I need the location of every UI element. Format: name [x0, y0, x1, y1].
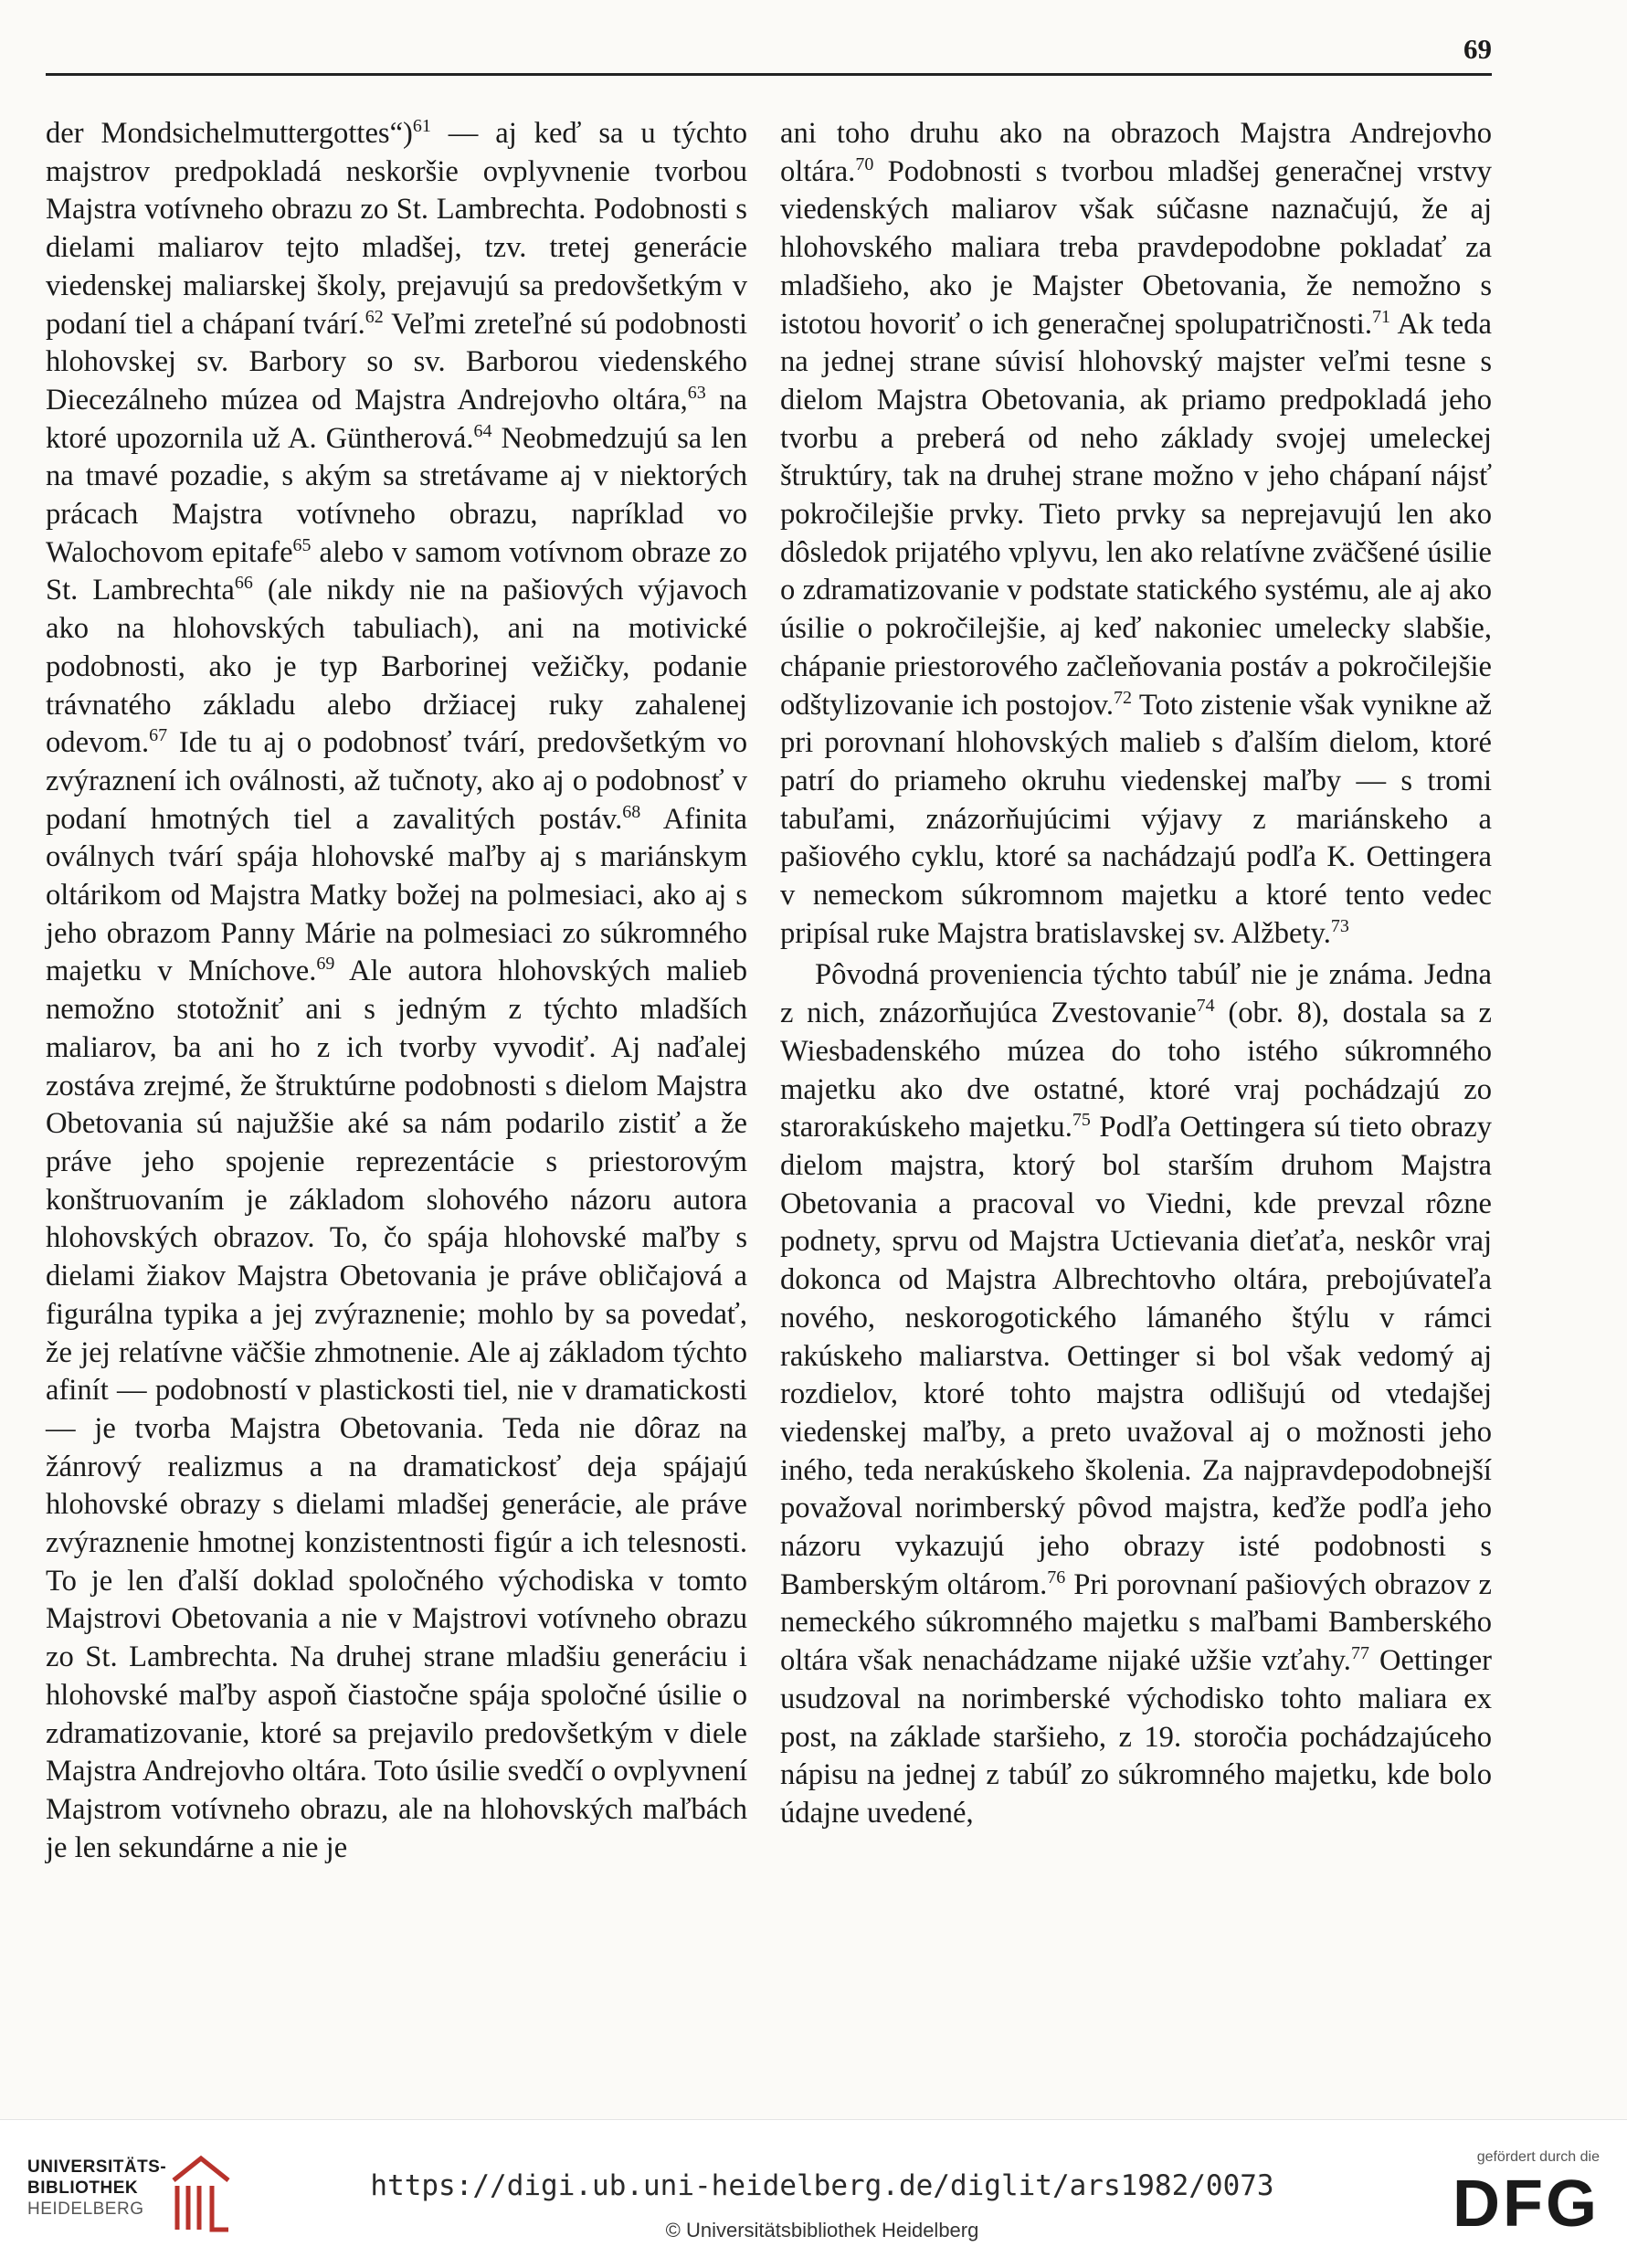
text-run: Afinita oválnych tvárí spája hlohovské maľby aj s mariánskym oltárikom od Majstra Matky božej na polmesiaci, ako aj s jeho obrazom Panny Márie na polmesiaci zo súkromného majetku v Mníchove. — [46, 802, 747, 988]
paragraph — [46, 115, 747, 1867]
footnote-reference[interactable]: 62 — [364, 306, 384, 327]
footnote-reference[interactable]: 70 — [855, 153, 874, 174]
library-mark-icon — [164, 2153, 238, 2235]
permalink-url[interactable]: https://digi.ub.uni-heidelberg.de/diglit/ars1982/0073 — [370, 2169, 1274, 2202]
text-run: ani toho druhu ako na obrazoch Majstra Andrejovho oltára. — [780, 117, 1492, 188]
footnote-reference[interactable]: 73 — [1330, 915, 1349, 936]
page-number: 69 — [1463, 33, 1492, 65]
footer-bar — [0, 2119, 1627, 2268]
text-run: na ktoré upozornila už A. Güntherová. — [46, 383, 747, 455]
footnote-reference[interactable]: 69 — [316, 954, 335, 975]
text-run: (obr. 8), dostala sa z Wiesbadenského múzea do toho istého súkromného majetku ako dve ostatné, ktoré vraj pochádzajú zo starorakúskeho majetku. — [780, 997, 1492, 1145]
footnote-reference[interactable]: 74 — [1196, 996, 1215, 1017]
text-run: Ak teda na jednej strane súvisí hlohovský majster veľmi tesne s dielom Majstra Obetovania, ak priamo predpokladá jeho tvorbu a preberá od neho základy svojej umeleckej štruktúry, tak na druhej strane možno v jeho chápaní nájsť pokročilejšie prvky. Tieto prvky sa neprejavujú len ako dôsledok prijatého vplyvu, len ako relatívne zväčšené úsilie o zdramatizovanie v podstate statického systému, ale aj ako úsilie o pokročilejšie, aj keď nakoniec umelecky slabšie, chápanie priestorového začleňovania postáv a pokročilejšie odštylizovanie ich postojov. — [780, 307, 1492, 722]
left-column — [46, 115, 747, 1867]
footnote-reference[interactable]: 75 — [1072, 1110, 1091, 1131]
library-name — [27, 2157, 174, 2220]
footnote-reference[interactable]: 61 — [412, 116, 431, 137]
text-run: der Mondsichelmuttergottes“) — [46, 117, 413, 150]
text-run: Podľa Oettingera sú tieto obrazy dielom majstra, ktorý bol starším druhom Majstra Obetovania a pracoval vo Viedni, kde prevzal rôzne podnety, sprvu od Majstra Uctievania dieťaťa, neskôr vraj dokonca od Majstra Albrechtovho oltára, prebojúvateľa nového, neskorogotického lámaného štýlu v rámci rakúskeho maliarstva. Oettinger si bol však vedomý aj rozdielov, ktoré tohto majstra odlišujú od vtedajšej viedenskej maľby, a preto uvažoval aj o možnosti jeho iného, teda nerakúskeho školenia. Za najpravdepodobnejší považoval norimberský pôvod majstra, keďže podľa jeho názoru vykazujú jeho obrazy isté podobnosti s Bamberským oltárom. — [780, 1111, 1492, 1601]
text-run: Ale autora hlohovských malieb nemožno stotožniť ani s jedným z týchto mladších maliarov, ba ani ho z ich tvorby vyvodiť. Aj naďalej zostáva zrejmé, že štruktúrne podobnosti s dielom Majstra Obetovania sú najužšie aké sa nám podarilo zistiť a že práve jeho spojenie reprezentácie s priestorovým konštruovaním je základom slohového názoru autora hlohovských obrazov. To, čo spája hlohovské maľby s dielami žiakov Majstra Obetovania je práve obličajová a figurálna typika a jej zvýraznenie; mohlo by sa povedať, že jej relatívne väčšie zhmotnenie. Ale aj základom týchto afinít — podobností v plastickosti tiel, nie v dramatickosti — je tvorba Majstra Obetovania. Teda nie dôraz na žánrový realizmus a na dramatickosť deja spájajú hlohovské obrazy s dielami mladšej generácie, ale práve zvýraznenie hmotnej konzistentnosti figúr a ich telesnosti. To je len ďalší doklad spoločného východiska v tomto Majstrovi Obetovania a nie v Majstrovi votívneho obrazu zo St. Lambrechta. Na druhej strane mladšiu generáciu i hlohovské maľby aspoň čiastočne spája spoločné úsilie o zdramatizovanie, ktoré sa prejavilo predovšetkým v diele Majstra Andrejovho oltára. Toto úsilie svedčí o ovplyvnení Majstrom votívneho obrazu, ale na hlohovských maľbách je len sekundárne a nie je — [46, 955, 748, 1864]
footnote-reference[interactable]: 67 — [149, 725, 168, 746]
header-rule — [46, 73, 1492, 76]
text-run: Pôvodná proveniencia týchto tabúľ nie je známa. Jedna z nich, znázorňujúca Zvestovanie — [780, 958, 1492, 1030]
text-run: (ale nikdy nie na pašiových výjavoch ako na hlohovských tabuliach), ani na motivické podobnosti, ako je typ Barborinej vežičky, podanie trávnatého základu alebo držiacej ruky zahalenej odevom. — [46, 574, 747, 760]
text-run: alebo v samom votívnom obraze zo St. Lambrechta — [46, 535, 747, 607]
text-run: Ide tu aj o podobnosť tvárí, predovšetkým vo zvýraznení ich oválnosti, až tučnoty, ako aj o podobnosť v podaní hmotných tiel a zavalitých postáv. — [46, 726, 747, 836]
text-run: Veľmi zreteľné sú podobnosti hlohovskej sv. Barbory so sv. Barborou viedenského Diecezálneho múzea od Majstra Andrejovho oltára, — [46, 307, 747, 417]
footnote-reference[interactable]: 66 — [234, 573, 253, 594]
funding-logo[interactable] — [1399, 2149, 1600, 2241]
footnote-reference[interactable]: 77 — [1350, 1643, 1369, 1664]
text-run: — aj keď sa u týchto majstrov predpokladá neskoršie ovplyvnenie tvorbou Majstra votívneho obrazu zo St. Lambrechta. Podobnosti s dielami maliarov tejto mladšej, tzv. tretej generácie viedenskej maliarskej školy, prejavujú sa predovšetkým v podaní tiel a chápaní tvárí. — [46, 117, 747, 341]
footnote-reference[interactable]: 65 — [292, 534, 312, 555]
footnote-reference[interactable]: 63 — [687, 383, 706, 404]
library-name-line-3: HEIDELBERG — [27, 2199, 144, 2219]
text-run: Pri porovnaní pašiových obrazov z nemeckého súkromného majetku s maľbami Bamberského oltára však nenachádzame nijaké užšie vzťahy. — [780, 1567, 1492, 1678]
funding-caption: gefördert durch die — [1476, 2149, 1600, 2165]
paragraph — [780, 956, 1492, 1832]
library-name-line-2: BIBLIOTHEK — [27, 2178, 139, 2198]
text-run: Neobmedzujú sa len na tmavé pozadie, s akým sa stretávame aj v niektorých prácach Majstra votívneho obrazu, napríklad vo Walochovom epitafe — [46, 421, 747, 569]
right-column — [780, 115, 1492, 1833]
paragraph — [780, 115, 1492, 953]
footnote-reference[interactable]: 68 — [622, 801, 641, 822]
footnote-reference[interactable]: 64 — [473, 420, 492, 441]
university-library-logo[interactable] — [27, 2157, 238, 2239]
library-name-line-1: UNIVERSITÄTS- — [27, 2157, 167, 2177]
dfg-logo-icon: DFG — [1453, 2168, 1600, 2241]
footnote-reference[interactable]: 76 — [1047, 1567, 1066, 1588]
text-run: Toto zistenie však vynikne až pri porovnaní hlohovských malieb s ďalším dielom, ktoré patrí do priameho okruhu viedenskej maľby — s tromi tabuľami, znázorňujúcimi výjavy z mariánskeho a pašiového cyklu, ktoré sa nachádzajú podľa K. Oettingera v nemeckom súkromnom majetku a ktoré tento vedec pripísal ruke Majstra bratislavskej sv. Alžbety. — [780, 688, 1492, 950]
text-run: Oettinger usudzoval na norimberské východisko tohto maliara ex post, na základe staršieho, z 19. storočia pochádzajúceho nápisu na jednej z tabúľ zo súkromného majetku, kde bolo údajne uvedené, — [780, 1644, 1492, 1830]
copyright-notice: © Universitätsbibliothek Heidelberg — [665, 2219, 979, 2242]
footnote-reference[interactable]: 72 — [1113, 687, 1132, 708]
footnote-reference[interactable]: 71 — [1371, 306, 1390, 327]
text-run: Podobnosti s tvorbou mladšej generačnej vrstvy viedenských maliarov však súčasne naznačujú, že aj hlohovského maliara treba pravdepodobne pokladať za mladšieho, ako je Majster Obetovania, že nemožno s istotou hovoriť o ich generačnej spolupatričnosti. — [780, 154, 1492, 341]
